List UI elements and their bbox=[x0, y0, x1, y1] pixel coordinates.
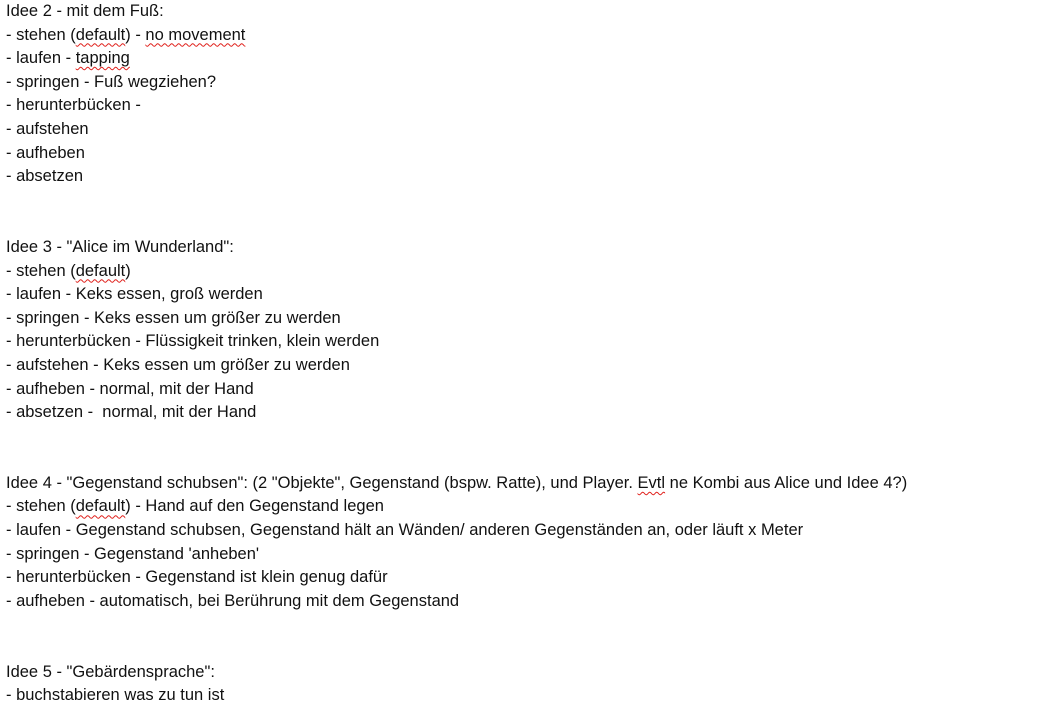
list-item: - aufstehen bbox=[6, 119, 89, 138]
list-item: - stehen (default) bbox=[6, 261, 131, 280]
section-idee-3 bbox=[6, 236, 1042, 425]
list-item: - laufen - tapping bbox=[6, 49, 130, 68]
section-idee-2 bbox=[6, 0, 1042, 189]
list-item: - herunterbücken - Flüssigkeit trinken, klein werden bbox=[6, 332, 380, 351]
section-heading: Idee 3 - "Alice im Wunderland": bbox=[6, 237, 234, 256]
list-item: - absetzen - normal, mit der Hand bbox=[6, 403, 257, 422]
section-heading: Idee 4 - "Gegenstand schubsen": (2 "Objekte", Gegenstand (bspw. Ratte), und Player. Evtl ne Kombi aus Alice und Idee 4?) bbox=[6, 473, 908, 492]
spellcheck-flag[interactable]: no movement bbox=[145, 25, 246, 44]
list-item: - aufheben bbox=[6, 143, 85, 162]
list-item: - herunterbücken - bbox=[6, 96, 141, 115]
spellcheck-flag[interactable]: Evtl bbox=[637, 473, 666, 492]
paragraph-spacer bbox=[6, 425, 1042, 472]
paragraph-spacer bbox=[6, 189, 1042, 236]
spellcheck-flag[interactable]: default bbox=[75, 261, 126, 280]
section-idee-5 bbox=[6, 661, 1042, 708]
list-item: - laufen - Keks essen, groß werden bbox=[6, 285, 263, 304]
list-item: - stehen (default) - no movement bbox=[6, 25, 246, 44]
spellcheck-flag[interactable]: default bbox=[75, 25, 126, 44]
list-item: - aufheben - normal, mit der Hand bbox=[6, 379, 254, 398]
document-body bbox=[6, 0, 1042, 708]
list-item: - springen - Fuß wegziehen? bbox=[6, 72, 217, 91]
section-heading: Idee 5 - "Gebärdensprache": bbox=[6, 662, 215, 681]
list-item: - stehen (default) - Hand auf den Gegenstand legen bbox=[6, 497, 384, 516]
list-item: - buchstabieren was zu tun ist bbox=[6, 686, 225, 705]
section-heading: Idee 2 - mit dem Fuß: bbox=[6, 2, 164, 20]
list-item: - herunterbücken - Gegenstand ist klein genug dafür bbox=[6, 568, 388, 587]
list-item: - laufen - Gegenstand schubsen, Gegenstand hält an Wänden/ anderen Gegenständen an, oder läuft x Meter bbox=[6, 521, 804, 540]
paragraph-spacer bbox=[6, 613, 1042, 660]
spellcheck-flag[interactable]: tapping bbox=[75, 49, 130, 68]
list-item: - springen - Gegenstand 'anheben' bbox=[6, 544, 260, 563]
list-item: - absetzen bbox=[6, 167, 84, 186]
list-item: - aufstehen - Keks essen um größer zu werden bbox=[6, 355, 350, 374]
section-idee-4 bbox=[6, 472, 1042, 614]
list-item: - springen - Keks essen um größer zu werden bbox=[6, 308, 341, 327]
spellcheck-flag[interactable]: default bbox=[75, 497, 126, 516]
list-item: - aufheben - automatisch, bei Berührung mit dem Gegenstand bbox=[6, 591, 460, 610]
